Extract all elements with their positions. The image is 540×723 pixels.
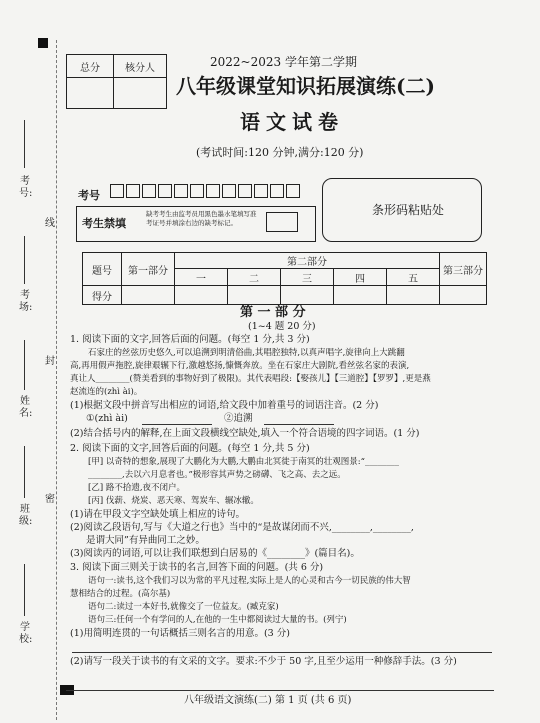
score-cell[interactable] (440, 286, 487, 305)
class-side-line (24, 446, 25, 498)
name-side-line (24, 340, 25, 390)
total-score-label: 总分 (67, 55, 114, 78)
score-table (82, 252, 487, 305)
exam-number-side-label: 考号: (19, 176, 33, 199)
q3-stem: 3. 阅读下面三则关于读书的名言,回答下面的问题。(共 6 分) (70, 562, 324, 573)
score-row-label: 得分 (83, 286, 122, 305)
school-side-line (24, 564, 25, 616)
name-side-label: 姓名: (19, 396, 33, 419)
part2-sub-4: 四 (334, 269, 387, 286)
q2-part-c: [丙] 伐薪、烧炭、恶天寒、驾炭车、辗冰辙。 (88, 496, 259, 506)
total-score-cell[interactable] (67, 78, 114, 109)
page-footer: 八年级语文演练(二) 第 1 页 (共 6 页) (184, 695, 352, 706)
barcode-label: 条形码粘贴处 (372, 203, 445, 217)
exam-info: (考试时间:120 分钟,满分:120 分) (196, 146, 364, 159)
exam-room-side-label: 考场: (19, 290, 33, 313)
exam-number-side-line (24, 120, 25, 168)
grader-cell[interactable] (114, 78, 167, 109)
mark-line: 线 (45, 218, 55, 229)
candidate-notice: 缺考考生由监考员用黑色墨水笔填写准考证号并填涂右边的缺考标记。 (146, 210, 257, 227)
score-cell[interactable] (334, 286, 387, 305)
q2-part-a: [甲] 以奇特的想象,展现了大鹏化为大鹏,大鹏由北冥徙于南冥的壮观图景:“________ (88, 457, 399, 467)
forbidden-label: 考生禁填 (82, 217, 126, 230)
q3-quote-1: 语句一:读书,这个我们习以为常的平凡过程,实际上是人的心灵和古今一切民族的伟大智 (88, 576, 411, 586)
registration-mark (38, 38, 48, 48)
score-cell[interactable] (175, 286, 228, 305)
q1-sub2: (2)结合括号内的解释,在上面文段横线空缺处,填入一个符合语境的四字词语。(1 分) (70, 428, 420, 439)
part2-header: 第二部分 (175, 253, 440, 269)
q3-quote-3: 语句三:任何一个有学问的人,在他的一生中都阅读过大量的书。(列宁) (88, 615, 347, 625)
absence-mark-box[interactable] (266, 212, 298, 232)
q2-sub2: (2)阅读乙段语句,写与《大道之行也》当中的“是故谋闭而不兴,________,________, (70, 522, 414, 533)
exam-number-label: 考号 (78, 189, 100, 202)
q2-sub2-cont: 是谓大同”有异曲同工之妙。 (86, 535, 205, 546)
q1-passage: 高,再用假声拖腔,旋律艰辗下行,激越悠扬,慷慨奔放。坐在石家庄大剧院,看丝弦名家的表演, (70, 361, 410, 371)
q1-passage: 赵流连的(zhì ài)。 (70, 387, 143, 397)
score-cell[interactable] (228, 286, 281, 305)
q3-quote-2: 语句二:读过一本好书,就像交了一位益友。(臧克家) (88, 602, 279, 612)
school-side-label: 学校: (19, 622, 33, 645)
score-cell[interactable] (281, 286, 334, 305)
binding-dashed-line (56, 40, 57, 720)
total-score-box (66, 54, 167, 109)
exam-room-side-line (24, 236, 25, 284)
score-cell[interactable] (387, 286, 440, 305)
q1-answer-line[interactable] (264, 424, 334, 425)
q1-sub1: (1)根据文段中拼音写出相应的词语,给文段中加着重号的词语注音。(2 分) (70, 400, 379, 411)
part2-sub-3: 三 (281, 269, 334, 286)
mark-secret: 密 (45, 494, 55, 505)
q2-stem: 2. 阅读下面的文字,回答后面的问题。(每空 1 分,共 5 分) (70, 443, 310, 454)
q1-answer-line[interactable] (142, 424, 212, 425)
q2-sub1: (1)请在甲段文字空缺处填上相应的诗句。 (70, 509, 245, 520)
section-subtitle: (1~4 题 20 分) (248, 321, 316, 332)
score-cell[interactable] (122, 286, 175, 305)
q1-sub1-b: ②追溯 (224, 413, 253, 424)
section-title: 第 一 部 分 (240, 305, 306, 320)
q2-sub3: (3)阅读丙的词语,可以让我们联想到白居易的《________》(篇目名)。 (70, 548, 360, 559)
year-term: 2022~2023 学年第二学期 (210, 55, 357, 69)
q1-passage: 石家庄的丝弦历史悠久,可以追溯到明清俗曲,其唱腔独特,以真声唱字,旋律向上大跳翻 (88, 348, 405, 358)
q3-sub1: (1)用简明连贯的一句话概括三则名言的用意。(3 分) (70, 628, 290, 639)
q3-sub2: (2)请写一段关于读书的有文采的文字。要求:不少于 50 字,且至少运用一种修辞手法。(3 分) (70, 656, 457, 667)
exam-title: 八年级课堂知识拓展演练(二) (176, 74, 435, 98)
part3-header: 第三部分 (440, 253, 487, 286)
part1-header: 第一部分 (122, 253, 175, 286)
q2-part-b: [乙] 路不拾遗,夜不闭户。 (88, 483, 186, 493)
subject-title: 语文试卷 (240, 110, 344, 134)
part2-sub-5: 五 (387, 269, 440, 286)
q1-sub1-a: ①(zhì ài) (86, 413, 128, 424)
q3-answer-line[interactable] (72, 652, 492, 653)
part2-sub-2: 二 (228, 269, 281, 286)
q3-quote-1: 慧相结合的过程。(高尔基) (70, 589, 171, 599)
grader-label: 核分人 (114, 55, 167, 78)
q1-passage: 真让人________(赞美看到的事物好到了极限)。其代表唱段:【娶孩儿】【三道腔】【罗罗】,更是燕 (70, 374, 431, 384)
q1-stem: 1. 阅读下面的文字,回答后面的问题。(每空 1 分,共 3 分) (70, 334, 310, 345)
footer-rule (66, 690, 494, 691)
class-side-label: 班级: (19, 504, 33, 527)
part2-sub-1: 一 (175, 269, 228, 286)
mark-seal: 封 (45, 356, 55, 367)
q2-part-a: ________,去以六月息者也。”极形容其声势之磅礴、飞之高、去之远。 (88, 470, 346, 480)
question-number-label: 题号 (83, 253, 122, 286)
